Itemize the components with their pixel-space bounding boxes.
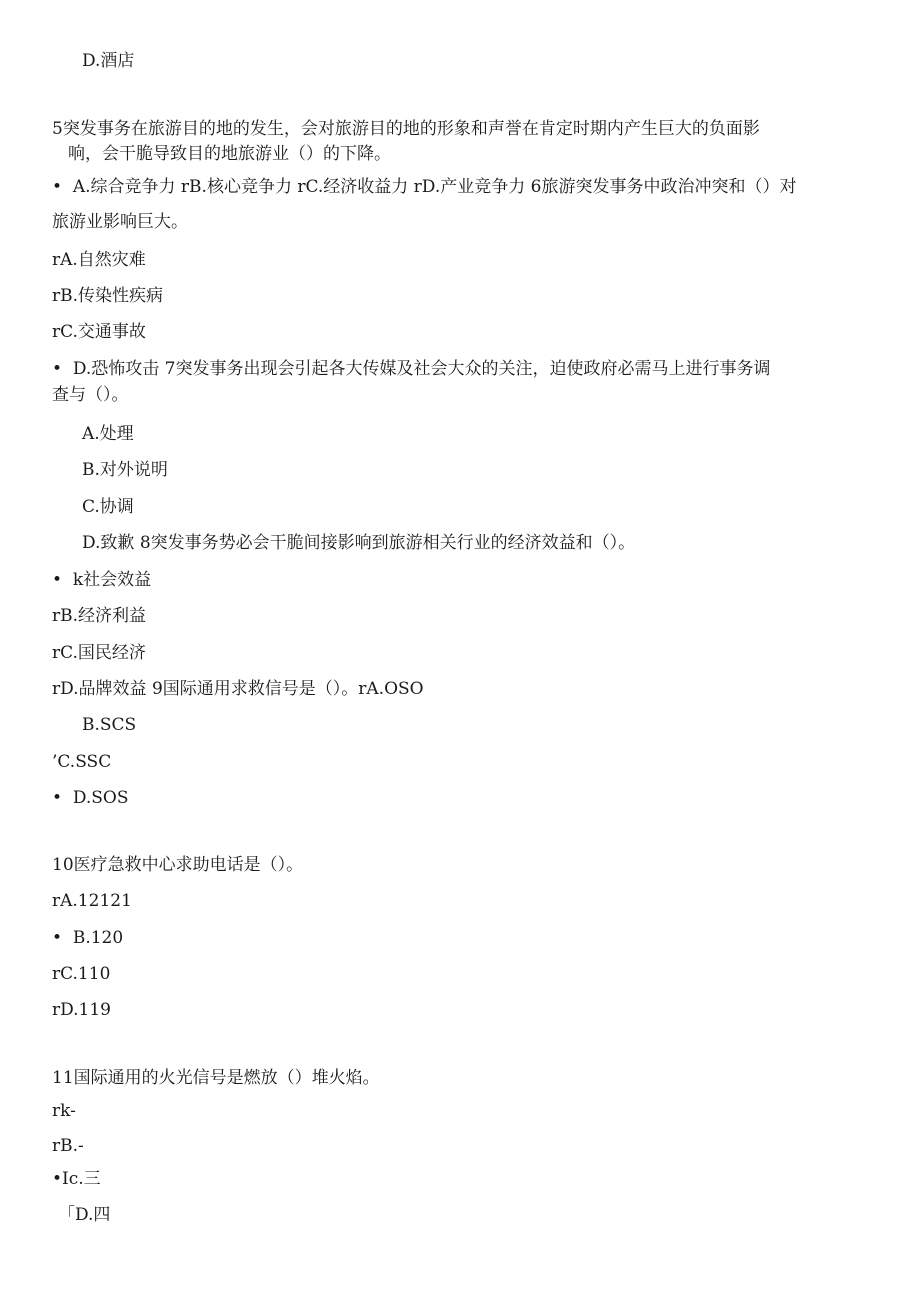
option-c-traffic-accident: rC.交通事故 bbox=[52, 322, 146, 342]
question-5-options: • A.综合竞争力 rB.核心竞争力 rC.经济收益力 rD.产业竞争力 6旅游突发事务中政治冲突和（）对 bbox=[52, 177, 797, 197]
question-6-text-cont: 旅游业影响巨大。 bbox=[52, 212, 188, 232]
option-c-national-economy: rC.国民经济 bbox=[52, 643, 146, 663]
question-11-text: 11国际通用的火光信号是燃放（）堆火焰。 bbox=[52, 1068, 380, 1088]
option-c-ssc: ’C.SSC bbox=[52, 752, 112, 772]
option-a-social-benefit: • k社会效益 bbox=[52, 570, 152, 590]
option-d-sos: • D.SOS bbox=[52, 788, 129, 808]
option-a-natural-disaster: rA.自然灾难 bbox=[52, 250, 146, 270]
option-b-scs: B.SCS bbox=[82, 715, 137, 735]
option-d-119: rD.119 bbox=[52, 1000, 112, 1020]
option-d-hotel: D.酒店 bbox=[82, 51, 135, 71]
question-5-text: 5突发事务在旅游目的地的发生，会对旅游目的地的形象和声誉在肯定时期内产生巨大的负面影 bbox=[52, 119, 760, 139]
option-a-12121: rA.12121 bbox=[52, 891, 132, 911]
question-7-text-cont: 查与（）。 bbox=[52, 385, 129, 405]
option-b-explain: B.对外说明 bbox=[82, 460, 168, 480]
question-5-text-cont: 响，会干脆导致目的地旅游业（）的下降。 bbox=[68, 144, 391, 164]
question-10-text: 10医疗急救中心求助电话是（）。 bbox=[52, 855, 304, 875]
option-b-economic-interest: rB.经济利益 bbox=[52, 606, 147, 626]
option-d-brand-benefit: rD.品牌效益 9国际通用求救信号是（）。rA.OSO bbox=[52, 679, 424, 699]
option-b-two: rB.- bbox=[52, 1136, 84, 1156]
option-b-120: • B.120 bbox=[52, 928, 124, 948]
option-c-three: •Ic.三 bbox=[52, 1169, 101, 1189]
option-d-four: 「D.四 bbox=[58, 1205, 111, 1225]
option-a-handle: A.处理 bbox=[82, 424, 134, 444]
option-c-coordinate: C.协调 bbox=[82, 497, 134, 517]
option-d-apologize: D.致歉 8突发事务势必会干脆间接影响到旅游相关行业的经济效益和（）。 bbox=[82, 533, 636, 553]
option-c-110: rC.110 bbox=[52, 964, 111, 984]
option-b-infectious-disease: rB.传染性疾病 bbox=[52, 286, 164, 306]
option-a-one: rk- bbox=[52, 1101, 76, 1121]
option-d-terror-attack: • D.恐怖攻击 7突发事务出现会引起各大传媒及社会大众的关注，迫使政府必需马上进行事务调 bbox=[52, 359, 771, 379]
